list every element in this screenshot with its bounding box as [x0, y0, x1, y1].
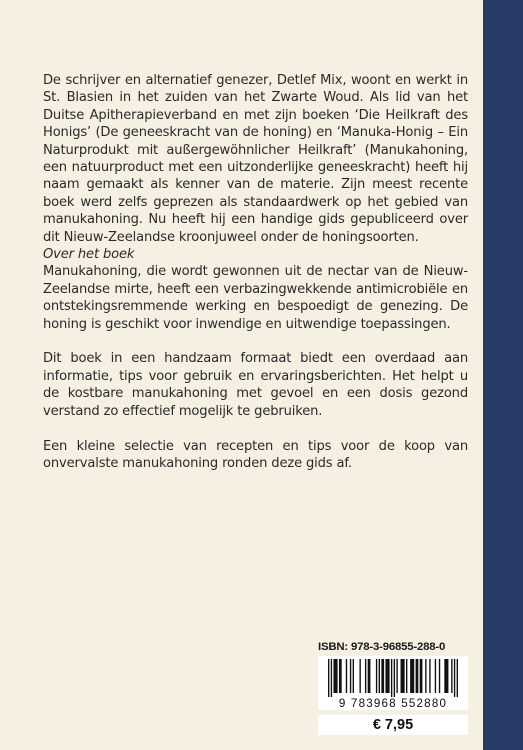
barcode-bar — [416, 659, 419, 693]
isbn-label: ISBN: 978-3-96855-288-0 — [318, 641, 446, 653]
barcode-bar — [394, 659, 395, 697]
barcode-number: 9 783968 552880 — [338, 697, 448, 710]
barcode-bar — [410, 659, 414, 693]
barcode-bars — [328, 659, 458, 697]
book-format-paragraph: Dit boek in een handzaam formaat biedt een overdaad aan informatie, tips voor gebruik en ervaringsberichten. Het helpt u de kostbare manukahoning met gevoel en een dosis gezond verstand zo effectief mogelijk te gebruiken. — [43, 351, 468, 419]
barcode-bar — [368, 659, 371, 693]
barcode-bar — [379, 659, 380, 693]
barcode-bar — [454, 659, 455, 697]
barcode-bar — [353, 659, 354, 693]
price-label: € 7,95 — [318, 715, 468, 735]
barcode-bar — [331, 659, 332, 697]
barcode-bar — [420, 659, 423, 693]
barcode-bar — [401, 659, 405, 693]
barcode-bar — [429, 659, 430, 693]
spine-band — [483, 0, 523, 750]
barcode-bar — [406, 659, 407, 693]
barcode-bar — [350, 659, 351, 693]
barcode-bar — [333, 659, 337, 693]
book-description-paragraph: Manukahoning, die wordt gewonnen uit de nectar van de Nieuw-Zeelandse mirte, heeft een verbazingwekkende antimicrobiële en ontstekingsremmende werking en bespoedigt de genezing. De honing is geschikt voor inwendige en uitwendige toepassingen. — [43, 264, 468, 332]
barcode-bar — [381, 659, 384, 693]
barcode-bar — [435, 659, 436, 693]
barcode-bar — [425, 659, 426, 693]
book-closing-paragraph: Een kleine selectie van recepten en tips voor de koop van onvervalste manukahoning ronden deze gids af. — [43, 438, 468, 471]
barcode-bar — [346, 659, 347, 693]
section-heading: Over het boek — [43, 247, 135, 263]
barcode-bar — [385, 659, 389, 693]
barcode-bar — [339, 659, 342, 693]
barcode-bar — [457, 659, 458, 697]
barcode-bar — [359, 659, 360, 693]
barcode-bar — [444, 659, 448, 693]
barcode-bar — [451, 659, 452, 693]
barcode-bar — [396, 659, 397, 693]
barcode-bar — [376, 659, 377, 693]
barcode-bar — [439, 659, 440, 693]
back-cover-text — [43, 72, 468, 472]
barcode-bar — [391, 659, 392, 697]
barcode — [318, 656, 468, 710]
barcode-bar — [328, 659, 329, 697]
barcode-bar — [365, 659, 366, 693]
author-bio-paragraph: De schrijver en alternatief genezer, Detlef Mix, woont en werkt in St. Blasien in het zuiden van het Zwarte Woud. Als lid van het Duitse Apitherapieverband en met zijn boeken ‘Die Heilkraft des Honigs’ (De geneeskracht van de honing) en ‘Manuka-Honig – Ein Naturprodukt mit außergewöhnlicher Heilkraft’ (Manukahoning, een natuurproduct met een uitzonderlijke geneeskracht) heeft hij naam gemaakt als kenner van de materie. Zijn meest recente boek werd zelfs geprezen als standaardwerk op het gebied van manukahoning. Nu heeft hij een handige gids gepubliceerd over dit Nieuw-Zeelandse kroonjuweel onder de honingsoorten. — [43, 73, 468, 245]
